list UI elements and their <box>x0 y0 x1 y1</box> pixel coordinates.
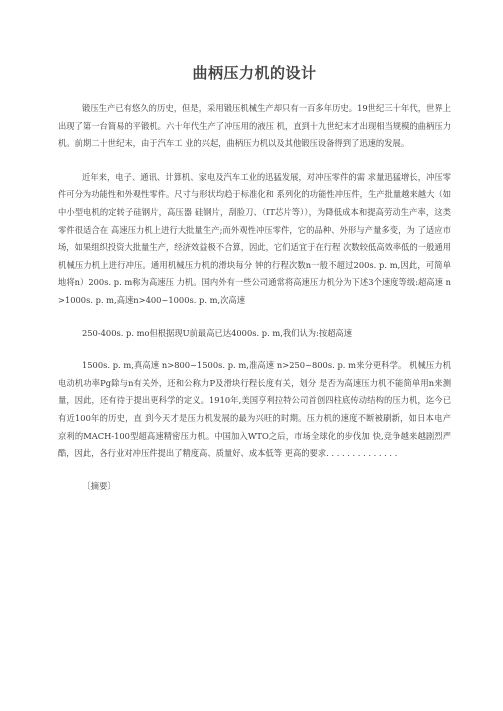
abstract-label: 〔摘要〕 <box>82 481 117 492</box>
paragraph-speed-range: 250-400s. p. mo但根据现U前最高已达4000s. p. m,我们认为:按超高速 <box>82 327 353 338</box>
page-title: 曲柄压力机的设计 <box>192 64 317 82</box>
paragraph-history: 锻压生产已有悠久的历史，但是，采用锻压机械生产却只有一百多年历史。19世纪三十年代，世界上出现了第一台简易的平锻机。六十年代生产了冲压用的液压 机，直到十九世纪末才出现相当规模的曲柄压力机。前期二十世纪末，由于汽车工 业的兴起，曲柄压力机以及其他锻压设备得到了迅速的发展。 <box>58 103 451 149</box>
paragraph-classification: 1500s. p. m,真高速 n>800~1500s. p. m,准高速 n>250~800s. p. m来分更科学。 机械压力机电动机功率Pg除与n有关外，还和公称力P及滑块行程长度有关，划分 是否为高速压力机不能简单用n来测量，因此，还有待于提出更科学的定义。1910年,美国亨利拉特公司首创四柱底传动结构的压力机，迄今已有近100年的历史，直 到今天才是压力机发展的最为兴旺的时期。压力机的速度不断被刷新，如日本电产 京利的MACH-100型超高速精密压力机。中国加入WTO之后，市场全球化的步伐加 快,竞争越来越剧烈严酷，因此，各行业对冲压件提出了精度高、质量好、成本低等 更高的要求. . . . . . . . . . . . . . <box>58 360 451 459</box>
paragraph-development: 近年来，电子、通讯、计算机、家电及汽车工业的迅猛发展，对冲压零件的需 求量迅猛增长，冲压零件可分为功能性和外观性零件。尺寸与形状均趋于标准化和 系列化的功能性冲压件，生产批量越来越大（如中小型电机的定转子硅钢片，高压器 硅钢片，刮脸刀、（IT芯片等）），为降低成本和提高劳动生产率，这类零件很适合在 高速压力机上进行大批量生产;而外观性冲压零件，它的品种、外形与产量多变，为 了适应市场，如果组织投资大批量生产，经济效益极不合算，因此，它们适宜于在行程 次数较低高效率低的一般通用机械压力机上进行冲压。通用机械压力机的滑块每分 钟的行程次数n一般不超过200s. p. m,因此，可简单地将n）200s. p. m称为高速压 力机。国内外有一些公司通常将高速压力机分为下述3个速度等级:超高速 n>1000s. p. m,高速n>400~1000s. p. m,次高速 <box>58 171 451 305</box>
